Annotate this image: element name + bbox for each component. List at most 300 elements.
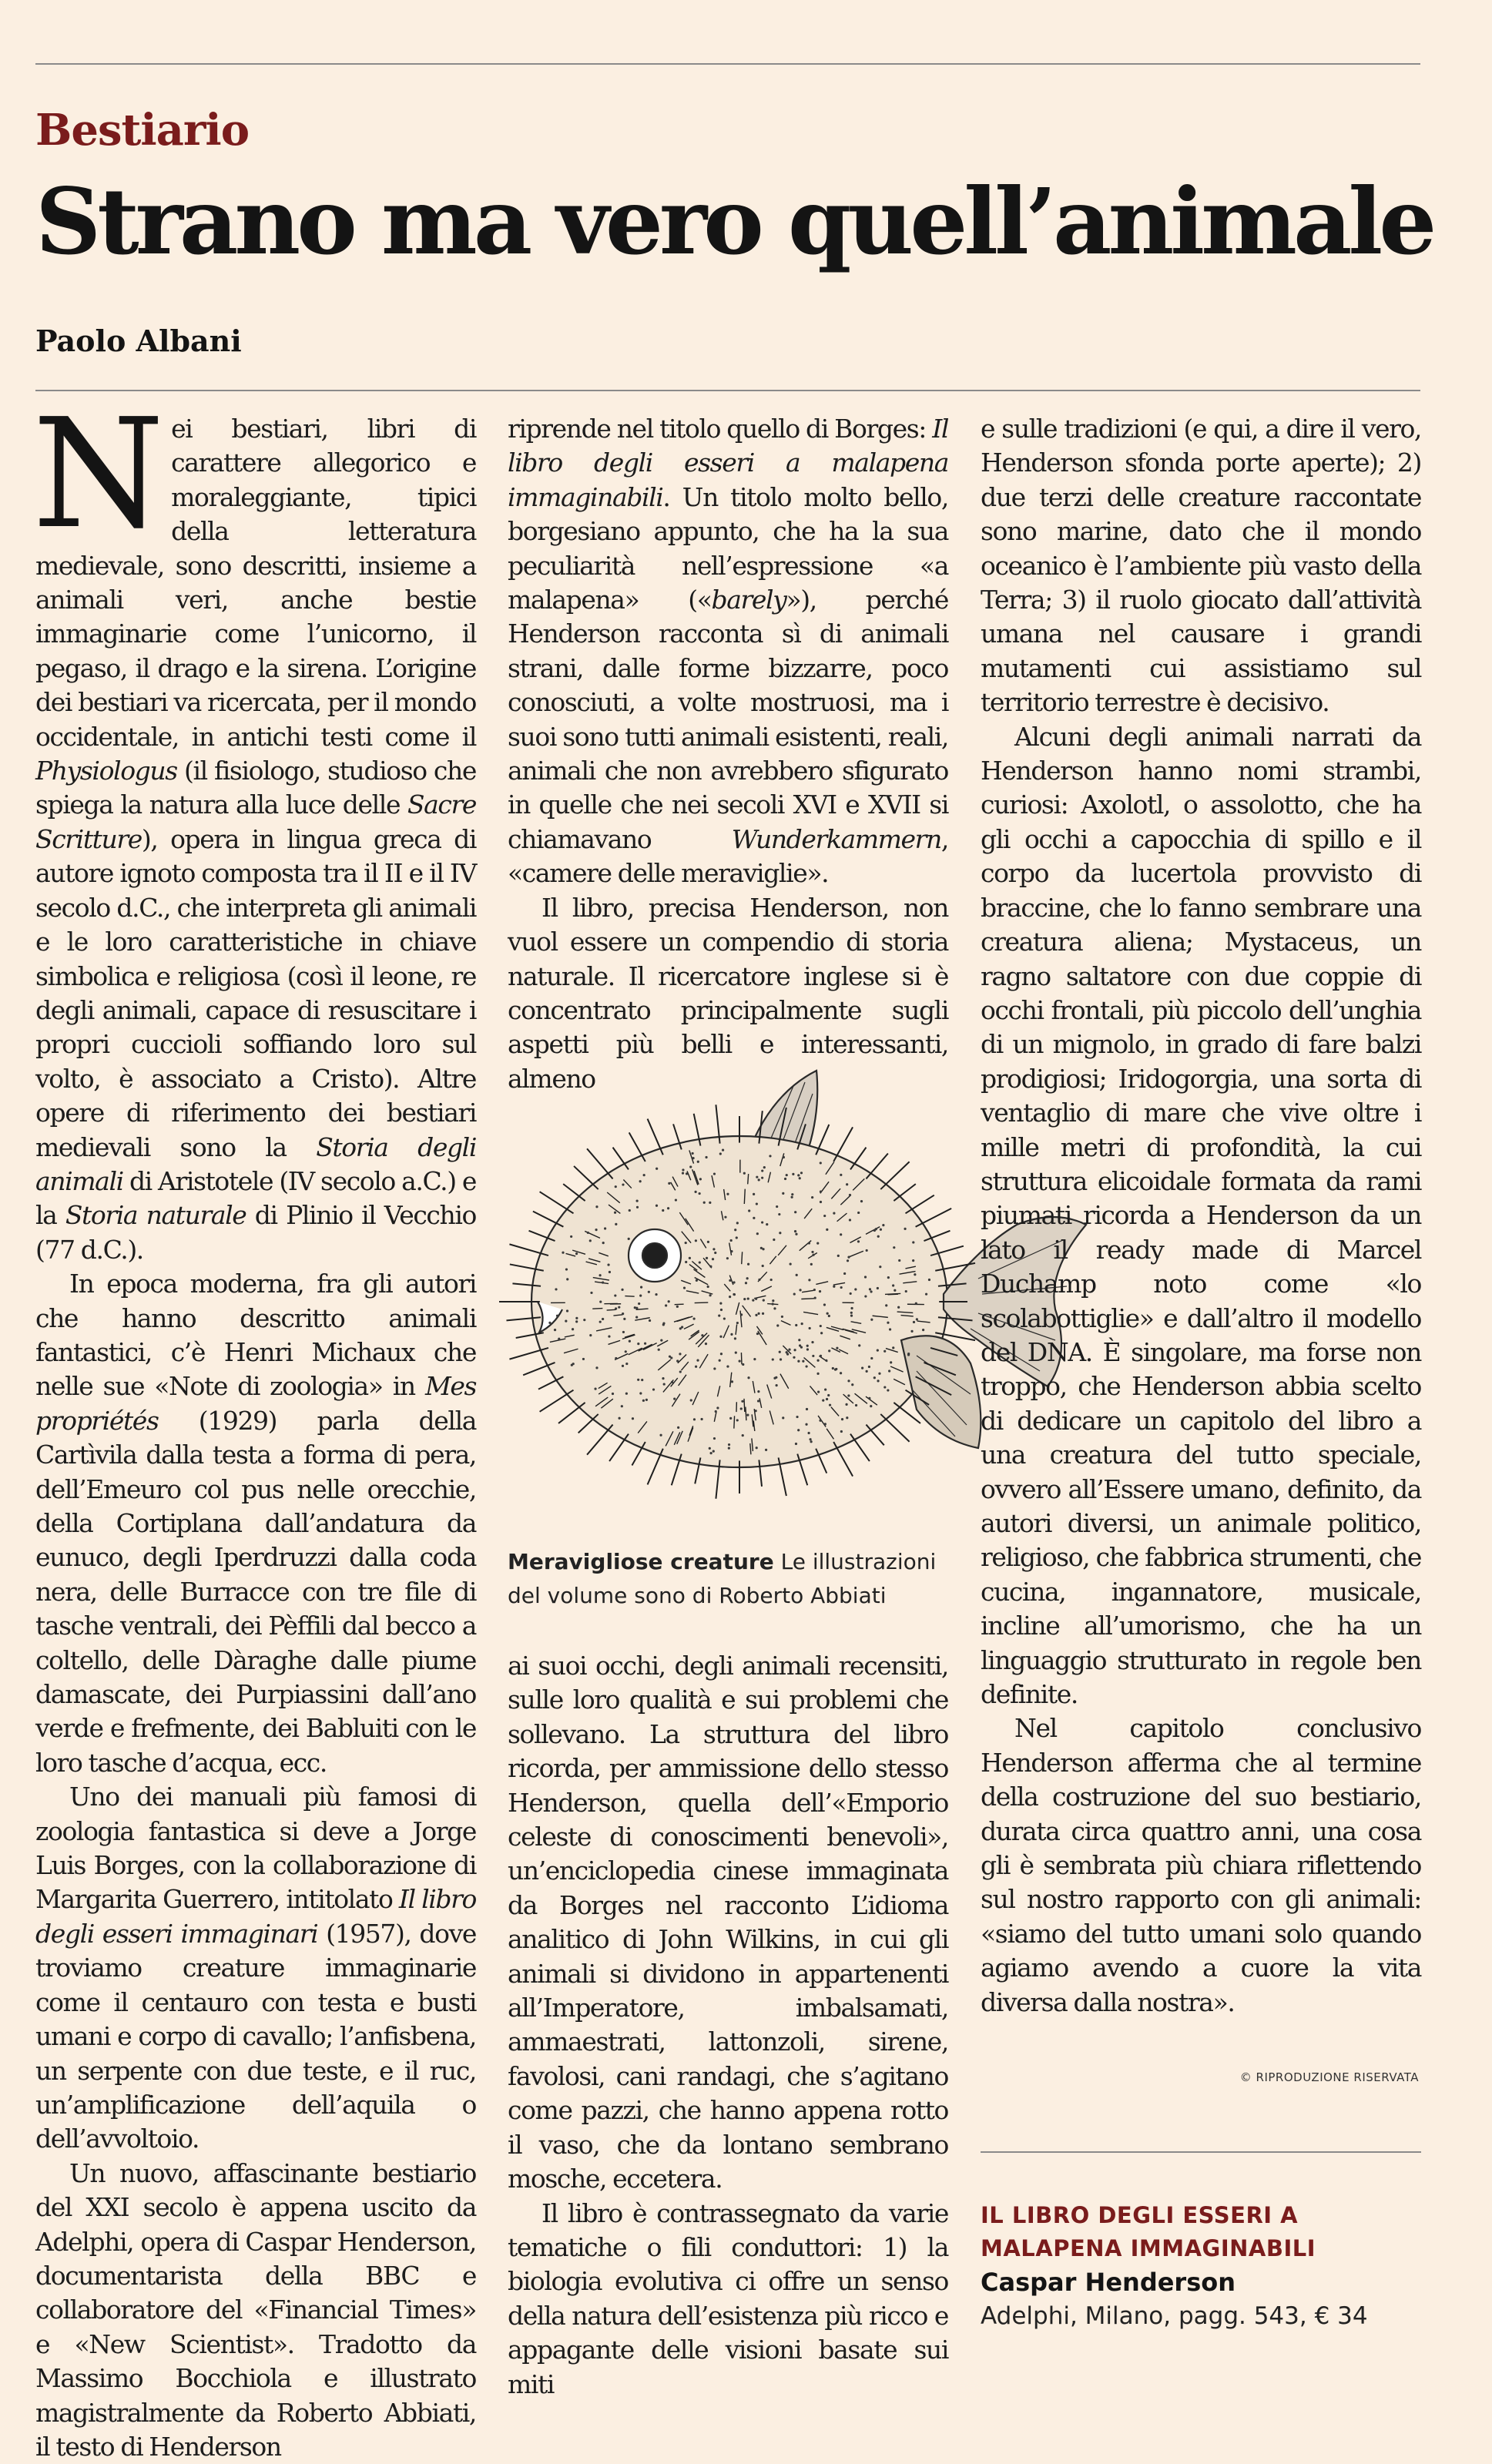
stipple-dot <box>870 1319 873 1321</box>
stipple-dot <box>857 1240 860 1242</box>
text-run: , «camere delle meraviglie». <box>508 824 948 888</box>
spine <box>587 1425 612 1455</box>
stipple-dot <box>877 1287 879 1289</box>
stipple-dot <box>753 1217 755 1219</box>
spine <box>916 1209 952 1227</box>
stipple-dot <box>747 1263 749 1266</box>
stipple-dot <box>756 1232 759 1235</box>
stipple-dot <box>679 1327 682 1329</box>
stipple-dot <box>555 1288 557 1290</box>
inner-spine <box>744 1399 745 1412</box>
stipple-dot <box>746 1414 749 1416</box>
paragraph: ai suoi occhi, degli animali recensiti, sulle loro qualità e sui problemi che sollevano. La struttura del libro ricorda, per ammissione dello stesso Henderson, quella dell’«Emporio celeste di conoscimenti benevoli», un’enciclopedia cinese immaginata da Borges nel racconto L’idioma analitico di John Wilkins, in cui gli animali si dividono in appartenenti all’Imperatore, imbalsamati, ammaestrati, lattonzoli, sirene, favolosi, cani randagi, che s’agitano come pazzi, che hanno appena rotto il vaso, che da lontano sembrano mosche, eccetera. <box>508 1649 948 2197</box>
stipple-dot <box>629 1340 631 1343</box>
paragraph: Un nuovo, affascinante bestiario del XXI secolo è appena uscito da Adelphi, opera di Caspar Henderson, documentarista della BBC e collaboratore del «Financial Times» e «New Scientist». Tradotto da Massimo Bocchiola e illustrato magistralmente da Roberto Abbiati, il testo di Henderson <box>35 2157 476 2464</box>
paragraph: Il libro, precisa Henderson, non vuol essere un compendio di storia naturale. Il ricercatore inglese si è concentrato principalmente sugli aspetti più belli e interessanti, almeno <box>508 891 948 1096</box>
stipple-dot <box>566 1278 568 1280</box>
stipple-dot <box>904 1228 906 1230</box>
stipple-dot <box>772 1302 774 1305</box>
stipple-dot <box>689 1165 692 1168</box>
stipple-dot <box>837 1255 840 1257</box>
stipple-dot <box>826 1312 829 1315</box>
stipple-dot <box>892 1284 894 1286</box>
stipple-dot <box>823 1215 826 1217</box>
stipple-dot <box>778 1213 780 1215</box>
stipple-dot <box>782 1192 784 1195</box>
paragraph: e sulle tradizioni (e qui, a dire il vero, Henderson sfonda porte aperte); 2) due terzi delle creature raccontate sono marine, dato che il mondo oceanico è l’ambiente più vasto della Terra; 3) il ruolo giocato dall’attività umana nel causare i grandi mutamenti cui assistiamo sul territorio terrestre è decisivo. <box>981 412 1421 720</box>
stipple-dot <box>575 1252 578 1255</box>
stipple-dot <box>599 1274 602 1276</box>
copyright-notice: © RIPRODUZIONE RISERVATA <box>1240 2070 1419 2084</box>
stipple-dot <box>913 1321 915 1323</box>
stipple-dot <box>870 1357 873 1359</box>
stipple-dot <box>761 1177 763 1179</box>
stipple-dot <box>866 1249 868 1252</box>
stipple-dot <box>562 1252 564 1254</box>
stipple-dot <box>762 1265 764 1267</box>
stipple-dot <box>784 1178 786 1180</box>
stipple-dot <box>743 1298 746 1300</box>
stipple-dot <box>575 1320 578 1323</box>
stipple-dot <box>701 1334 703 1336</box>
stipple-dot <box>883 1386 886 1388</box>
stipple-dot <box>734 1229 736 1231</box>
stipple-dot <box>879 1266 881 1268</box>
stipple-dot <box>846 1416 848 1419</box>
spine <box>540 1390 574 1412</box>
stipple-dot <box>892 1346 894 1349</box>
stipple-dot <box>669 1356 671 1358</box>
stipple-dot <box>823 1303 826 1306</box>
spine <box>833 1127 853 1162</box>
inner-spine <box>748 1174 749 1184</box>
stipple-dot <box>857 1212 860 1214</box>
stipple-dot <box>762 1312 764 1315</box>
book-publication-info: Adelphi, Milano, pagg. 543, € 34 <box>981 2299 1421 2333</box>
stipple-dot <box>722 1149 724 1152</box>
spine <box>906 1195 934 1214</box>
stipple-dot <box>709 1447 711 1450</box>
stipple-dot <box>706 1257 708 1259</box>
stipple-dot <box>912 1259 914 1262</box>
stipple-dot <box>659 1434 662 1436</box>
stipple-dot <box>548 1322 551 1324</box>
stipple-dot <box>719 1302 722 1305</box>
stipple-dot <box>846 1183 848 1185</box>
stipple-dot <box>794 1211 796 1213</box>
stipple-dot <box>925 1293 927 1296</box>
stipple-dot <box>847 1259 849 1262</box>
stipple-dot <box>703 1202 706 1204</box>
stipple-dot <box>655 1168 658 1170</box>
paragraph <box>35 1780 476 2156</box>
stipple-dot <box>707 1286 709 1288</box>
stipple-dot <box>572 1328 574 1330</box>
stipple-dot <box>621 1405 623 1407</box>
section-kicker: Bestiario <box>35 105 249 156</box>
stipple-dot <box>673 1397 676 1400</box>
stipple-dot <box>623 1318 625 1320</box>
stipple-dot <box>731 1380 733 1383</box>
stipple-dot <box>816 1242 819 1245</box>
stipple-dot <box>700 1418 702 1420</box>
stipple-dot <box>861 1367 863 1369</box>
stipple-dot <box>571 1364 573 1366</box>
stipple-dot <box>814 1296 816 1299</box>
stipple-dot <box>887 1276 890 1279</box>
stipple-dot <box>675 1198 677 1201</box>
stipple-dot <box>792 1173 794 1175</box>
stipple-dot <box>888 1369 890 1372</box>
stipple-dot <box>638 1302 640 1305</box>
stipple-dot <box>772 1358 774 1360</box>
spine <box>587 1148 612 1178</box>
stipple-dot <box>802 1360 804 1363</box>
stipple-dot <box>894 1289 896 1292</box>
stipple-dot <box>734 1337 736 1339</box>
stipple-dot <box>783 1156 785 1158</box>
stipple-dot <box>843 1272 846 1275</box>
stipple-dot <box>806 1408 808 1410</box>
stipple-dot <box>806 1348 809 1350</box>
stipple-dot <box>662 1209 664 1212</box>
stipple-dot <box>794 1230 796 1232</box>
stipple-dot <box>695 1191 697 1193</box>
paragraph: Il libro è contrassegnato da varie tematiche o fili conduttori: 1) la biologia evolutiva ci offre un senso della natura dell’esistenza più ricco e appagante delle visioni basate sui miti <box>508 2197 948 2402</box>
stipple-dot <box>683 1287 686 1289</box>
text-run: (il fisiologo, studioso che spiega la natura alla luce delle <box>35 756 476 820</box>
text-run-italic: Il libro degli esseri immaginari <box>35 1884 476 1948</box>
inner-spine <box>675 1304 684 1305</box>
stipple-dot <box>709 1266 712 1268</box>
spine <box>540 1192 574 1213</box>
stipple-dot <box>766 1223 768 1225</box>
stipple-dot <box>885 1304 887 1306</box>
stipple-dot <box>739 1360 741 1363</box>
stipple-dot <box>642 1400 645 1402</box>
stipple-dot <box>820 1332 823 1334</box>
stipple-dot <box>602 1282 604 1284</box>
stipple-dot <box>833 1286 835 1288</box>
stipple-dot <box>685 1261 687 1263</box>
stipple-dot <box>590 1292 592 1294</box>
stipple-dot <box>718 1314 720 1316</box>
stipple-dot <box>747 1297 749 1299</box>
text-run-italic: Storia degli animali <box>35 1132 476 1196</box>
stipple-dot <box>850 1292 852 1295</box>
stipple-dot <box>676 1359 679 1362</box>
spine <box>558 1403 585 1423</box>
stipple-dot <box>710 1452 712 1454</box>
stipple-dot <box>693 1418 696 1420</box>
stipple-dot <box>595 1205 598 1208</box>
stipple-dot <box>786 1174 788 1176</box>
stipple-dot <box>639 1180 642 1182</box>
stipple-dot <box>779 1232 781 1234</box>
spine <box>880 1162 909 1189</box>
stipple-dot <box>736 1222 739 1224</box>
stipple-dot <box>644 1343 646 1345</box>
stipple-dot <box>807 1432 810 1434</box>
stipple-dot <box>907 1353 910 1355</box>
stipple-dot <box>625 1393 628 1395</box>
stipple-dot <box>847 1256 850 1259</box>
stipple-dot <box>755 1410 757 1412</box>
stipple-dot <box>806 1345 809 1347</box>
stipple-dot <box>793 1292 796 1295</box>
stipple-dot <box>679 1370 682 1373</box>
paragraph <box>35 412 476 1267</box>
stipple-dot <box>595 1229 597 1231</box>
stipple-dot <box>776 1384 778 1386</box>
caption-bold: Meravigliose creature <box>508 1549 774 1574</box>
stipple-dot <box>850 1307 853 1309</box>
stipple-dot <box>810 1438 812 1440</box>
stipple-dot <box>730 1333 733 1336</box>
stipple-dot <box>713 1367 716 1369</box>
paragraph: Alcuni degli animali narrati da Henderson hanno nomi strambi, curiosi: Axolotl, o assolotto, che ha gli occhi a capocchia di spillo e il corpo da lucertola provvisto di braccine, che lo fanno sembrare una creatura aliena; Mystaceus, un ragno saltatore con due coppie di occhi frontali, più piccolo dell’unghia di un mignolo, in grado di fare balzi prodigiosi; Iridogorgia, una sorta di ventaglio di mare che vive oltre i mille metri di profondità, la cui struttura elicoidale formata da rami piumati ricorda a Henderson da un lato il ready made di Marcel Duchamp noto come «lo scolabottiglie» e dall’altro il modello del DNA. È singolare, ma forse non troppo, che Henderson abbia scelto di dedicare un capitolo del libro a una creatura del tutto speciale, ovvero all’Essere umano, definito, da autori diversi, un animale politico, religioso, che fabbrica strumenti, che cucina, ingannatore, musicale, incline all’umorismo, che ha un linguaggio strutturato in regole ben definite. <box>981 720 1421 1712</box>
stipple-dot <box>641 1379 643 1381</box>
stipple-dot <box>765 1449 767 1451</box>
stipple-dot <box>849 1194 851 1196</box>
stipple-dot <box>599 1301 602 1303</box>
stipple-dot <box>655 1293 657 1296</box>
stipple-dot <box>705 1343 707 1345</box>
stipple-dot <box>819 1290 821 1292</box>
book-author: Caspar Henderson <box>981 2265 1421 2299</box>
stipple-dot <box>748 1209 750 1212</box>
stipple-dot <box>820 1325 822 1327</box>
stipple-dot <box>709 1294 711 1296</box>
stipple-dot <box>820 1355 822 1357</box>
stipple-dot <box>780 1358 782 1360</box>
stipple-dot <box>615 1223 617 1225</box>
stipple-dot <box>697 1161 699 1163</box>
stipple-dot <box>873 1229 876 1232</box>
text-run-italic: Il libro degli esseri a malapena immaginabili <box>508 414 948 512</box>
stipple-dot <box>866 1370 868 1373</box>
stipple-dot <box>840 1233 842 1235</box>
drop-cap: N <box>32 417 163 532</box>
stipple-dot <box>799 1289 801 1291</box>
stipple-dot <box>799 1177 801 1179</box>
stipple-dot <box>805 1423 807 1426</box>
stipple-dot <box>868 1397 870 1400</box>
text-run-italic: Mes propriétés <box>35 1371 476 1435</box>
stipple-dot <box>826 1229 828 1231</box>
text-run: di Aristotele (IV secolo a.C.) e la <box>35 1166 476 1230</box>
stipple-dot <box>840 1174 842 1176</box>
spine <box>850 1434 870 1461</box>
stipple-dot <box>809 1327 811 1329</box>
stipple-dot <box>795 1443 797 1445</box>
stipple-dot <box>741 1400 743 1403</box>
stipple-dot <box>828 1349 830 1352</box>
stipple-dot <box>629 1209 631 1212</box>
stipple-dot <box>840 1430 843 1433</box>
stipple-dot <box>599 1321 602 1323</box>
book-info-box <box>981 2151 1421 2333</box>
stipple-dot <box>840 1286 843 1289</box>
stipple-dot <box>797 1360 800 1363</box>
stipple-dot <box>762 1248 764 1250</box>
stipple-dot <box>877 1349 879 1352</box>
stipple-dot <box>758 1279 760 1281</box>
stipple-dot <box>602 1318 604 1320</box>
stipple-dot <box>662 1377 664 1380</box>
stipple-dot <box>855 1404 857 1406</box>
stipple-dot <box>589 1239 592 1242</box>
stipple-dot <box>910 1330 913 1333</box>
stipple-dot <box>791 1196 793 1198</box>
spine <box>609 1434 629 1461</box>
stipple-dot <box>746 1277 749 1279</box>
stipple-dot <box>796 1274 798 1276</box>
spine <box>574 1166 598 1189</box>
stipple-dot <box>618 1306 620 1309</box>
stipple-dot <box>695 1366 697 1368</box>
stipple-dot <box>716 1406 719 1409</box>
stipple-dot <box>808 1242 810 1244</box>
stipple-dot <box>740 1407 743 1410</box>
stipple-dot <box>890 1361 892 1363</box>
stipple-dot <box>747 1376 749 1379</box>
text-run: (1957), dove troviamo creature immaginarie come il centauro con testa e busti umani e corpo di cavallo; l’anfisbena, un serpente con due teste, e il ruc, un’amplificazione dell’aquila o dell’avvoltoio. <box>35 1919 476 2154</box>
stipple-dot <box>800 1172 803 1174</box>
text-run: . Un titolo molto bello, borgesiano appunto, che ha la sua peculiarità nell’espressione «a malapena» (« <box>508 482 948 615</box>
stipple-dot <box>810 1263 813 1266</box>
stipple-dot <box>682 1172 684 1175</box>
stipple-dot <box>728 1443 730 1446</box>
stipple-dot <box>618 1417 620 1420</box>
stipple-dot <box>622 1331 625 1333</box>
stipple-dot <box>868 1366 870 1368</box>
stipple-dot <box>928 1279 930 1281</box>
stipple-dot <box>726 1257 729 1259</box>
paragraph <box>508 412 948 891</box>
stipple-dot <box>707 1241 709 1243</box>
inner-spine <box>741 1353 742 1364</box>
stipple-dot <box>615 1307 617 1309</box>
stipple-dot <box>699 1178 702 1180</box>
stipple-dot <box>883 1350 886 1353</box>
stipple-dot <box>820 1201 822 1203</box>
text-run-italic: Physiologus <box>35 756 177 786</box>
stipple-dot <box>575 1317 578 1319</box>
stipple-dot <box>897 1306 900 1309</box>
stipple-dot <box>637 1379 639 1381</box>
stipple-dot <box>743 1172 746 1175</box>
stipple-dot <box>922 1329 924 1331</box>
text-run: riprende nel titolo quello di Borges: <box>508 414 932 444</box>
stipple-dot <box>775 1376 777 1379</box>
stipple-dot <box>858 1344 860 1346</box>
stipple-dot <box>742 1363 744 1366</box>
byline: Paolo Albani <box>35 324 242 358</box>
stipple-dot <box>712 1450 715 1453</box>
stipple-dot <box>570 1235 572 1238</box>
stipple-dot <box>776 1324 779 1326</box>
stipple-dot <box>905 1290 907 1292</box>
stipple-dot <box>752 1299 754 1302</box>
stipple-dot <box>870 1405 872 1407</box>
stipple-dot <box>795 1324 797 1326</box>
stipple-dot <box>798 1339 800 1341</box>
stipple-dot <box>608 1335 610 1337</box>
stipple-dot <box>797 1429 800 1431</box>
stipple-dot <box>887 1322 889 1324</box>
stipple-dot <box>869 1288 871 1290</box>
stipple-dot <box>828 1315 830 1317</box>
stipple-dot <box>850 1315 853 1317</box>
stipple-dot <box>805 1365 807 1367</box>
stipple-dot <box>824 1388 826 1390</box>
stipple-dot <box>753 1193 755 1195</box>
stipple-dot <box>820 1162 822 1164</box>
stipple-dot <box>812 1254 814 1256</box>
figure-caption <box>508 1545 962 1613</box>
stipple-dot <box>612 1393 614 1395</box>
byline-rule <box>35 390 1420 391</box>
article-column-2-continued <box>508 1649 948 2402</box>
stipple-dot <box>696 1279 698 1282</box>
stipple-dot <box>625 1363 628 1365</box>
text-run-italic: Storia naturale <box>65 1200 246 1230</box>
stipple-dot <box>609 1271 611 1273</box>
stipple-dot <box>745 1282 747 1284</box>
inner-spine <box>625 1296 634 1297</box>
stipple-dot <box>800 1346 803 1348</box>
stipple-dot <box>847 1394 850 1396</box>
stipple-dot <box>825 1359 827 1362</box>
stipple-dot <box>622 1365 624 1367</box>
stipple-dot <box>668 1300 670 1302</box>
stipple-dot <box>757 1400 759 1402</box>
stipple-dot <box>676 1306 679 1308</box>
paragraph: Nel capitolo conclusivo Henderson afferma che al termine della costruzione del suo bestiario, durata circa quattro anni, una cosa gli è sembrata più chiara riflettendo sul nostro rapporto con gli animali: «siamo del tutto umani solo quando agiamo avendo a cuore la vita diversa dalla nostra». <box>981 1711 1421 2020</box>
stipple-dot <box>791 1193 793 1195</box>
stipple-dot <box>690 1399 692 1401</box>
stipple-dot <box>829 1404 831 1406</box>
stipple-dot <box>712 1258 714 1260</box>
stipple-dot <box>808 1279 810 1281</box>
stipple-dot <box>742 1434 744 1436</box>
stipple-dot <box>643 1174 645 1176</box>
stipple-dot <box>583 1319 585 1321</box>
stipple-dot <box>782 1416 784 1419</box>
text-run: di Plinio il Vecchio (77 d.C.). <box>35 1200 476 1264</box>
stipple-dot <box>713 1437 716 1440</box>
stipple-dot <box>820 1191 822 1193</box>
stipple-dot <box>723 1317 726 1319</box>
stipple-dot <box>753 1358 756 1360</box>
stipple-dot <box>679 1353 681 1355</box>
stipple-dot <box>671 1381 673 1383</box>
stipple-dot <box>810 1440 813 1443</box>
stipple-dot <box>736 1322 739 1324</box>
stipple-dot <box>893 1246 895 1249</box>
stipple-dot <box>682 1168 684 1171</box>
stipple-dot <box>663 1383 666 1385</box>
stipple-dot <box>720 1353 723 1355</box>
stipple-dot <box>692 1152 694 1155</box>
stipple-dot <box>595 1366 598 1369</box>
stipple-dot <box>854 1288 857 1290</box>
article-column-1 <box>35 412 476 2464</box>
stipple-dot <box>730 1239 733 1242</box>
stipple-dot <box>870 1290 872 1292</box>
stipple-dot <box>772 1299 774 1302</box>
